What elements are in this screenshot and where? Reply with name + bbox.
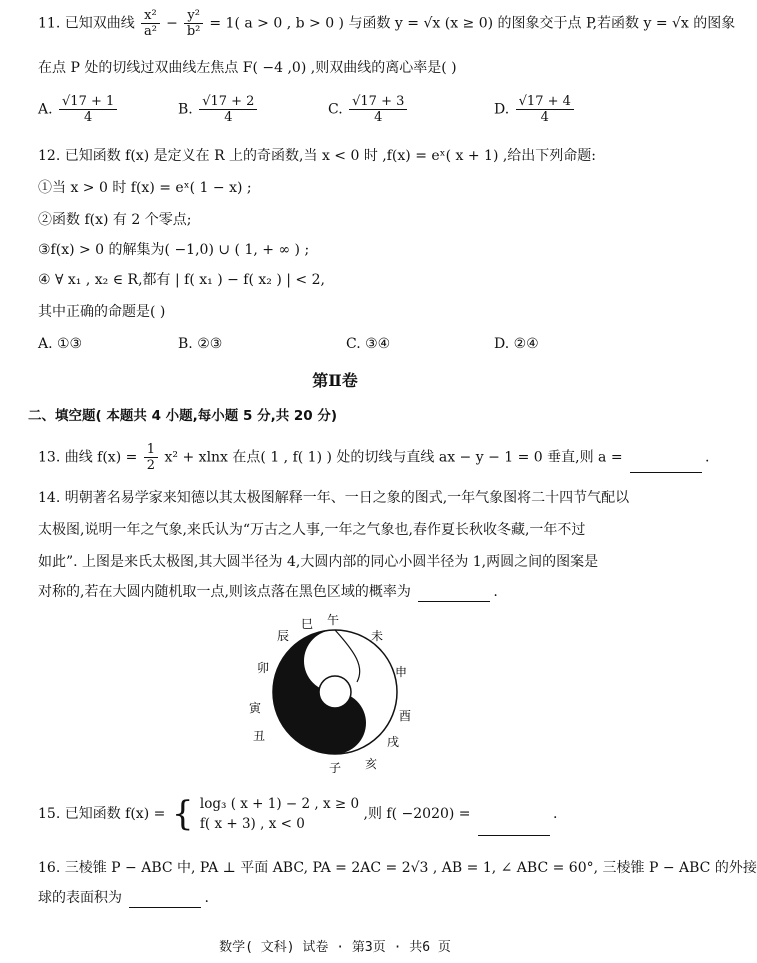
taiji-figure bbox=[230, 612, 440, 775]
q12-prompt: 其中正确的命题是( ) bbox=[38, 304, 166, 320]
q12-item-1: ①当 x > 0 时 f(x) = eˣ( 1 − x) ; bbox=[38, 180, 252, 196]
label-zi: 子 bbox=[328, 761, 342, 775]
label-hai: 亥 bbox=[364, 757, 378, 771]
q11-option-a[interactable]: A. $\frac{√17 + 1}{4}$ bbox=[38, 94, 119, 125]
q16-line1: 16. 三棱锥 P − ABC 中, PA ⊥ 平面 ABC, PA = 2AC = 2√3 , AB = 1, ∠ ABC = 60°, 三棱锥 P − ABC 的外接 bbox=[38, 860, 757, 876]
label-chou: 丑 bbox=[252, 729, 266, 743]
q14-answer-blank[interactable] bbox=[418, 587, 490, 602]
section-title: 二、填空题( 本题共 4 小题,每小题 5 分,共 20 分) bbox=[28, 408, 338, 424]
label-you: 酉 bbox=[398, 709, 412, 723]
label-si: 巳 bbox=[300, 617, 314, 631]
q15-brace: { bbox=[171, 794, 194, 834]
q14-line2: 太极图,说明一年之气象,来氏认为“万古之人事,一年之气象也,春作夏长秋收冬藏,一年不过 bbox=[38, 522, 586, 538]
q15-case-2: f( x + 3) , x < 0 bbox=[199, 816, 305, 832]
q11-text-a: 11. 已知双曲线 bbox=[38, 15, 135, 32]
q11-minus: − bbox=[166, 15, 178, 32]
label-wei: 未 bbox=[370, 629, 384, 643]
inner-circle bbox=[319, 676, 351, 708]
q15-cases bbox=[200, 794, 359, 834]
label-yin: 寅 bbox=[248, 701, 262, 715]
part-title: 第Ⅱ卷 bbox=[312, 371, 358, 390]
label-xu: 戌 bbox=[386, 735, 400, 749]
q11-frac-y: $\frac{\text{y²}}{\text{b²}}$ bbox=[184, 8, 203, 39]
q13-frac-half: $\frac{1}{2}$ bbox=[144, 442, 158, 473]
q16-line2: 球的表面积为 . bbox=[38, 890, 209, 906]
q11-option-d[interactable]: D. $\frac{√17 + 4}{4}$ bbox=[494, 94, 576, 125]
q12-option-a[interactable]: A. ①③ bbox=[38, 336, 83, 352]
q11-frac-x: $\frac{\text{x²}}{\text{a²}}$ bbox=[141, 8, 160, 39]
q12-item-4: ④ ∀ x₁ , x₂ ∈ R,都有 | f( x₁ ) − f( x₂ ) | < 2, bbox=[38, 272, 325, 288]
q13-line: 13. 曲线 f(x) = $\frac{1}{2}$ x² + xlnx 在点( 1 , f( 1) ) 处的切线与直线 ax − y − 1 = 0 垂直,则 a = . bbox=[38, 442, 710, 473]
q11-option-c[interactable]: C. $\frac{√17 + 3}{4}$ bbox=[328, 94, 409, 125]
q16-answer-blank[interactable] bbox=[129, 893, 201, 908]
label-wu: 午 bbox=[326, 613, 340, 627]
page-footer: 数学( 文科) 试卷 · 第3页 · 共6 页 bbox=[219, 940, 451, 955]
q12-option-c[interactable]: C. ③④ bbox=[346, 336, 391, 352]
q12-item-3: ③f(x) > 0 的解集为( −1,0) ∪ ( 1, + ∞ ) ; bbox=[38, 242, 310, 258]
q14-line4: 对称的,若在大圆内随机取一点,则该点落在黑色区域的概率为 . bbox=[38, 584, 498, 600]
label-chen: 辰 bbox=[276, 629, 290, 643]
q14-line3: 如此”. 上图是来氏太极图,其大圆半径为 4,大圆内部的同心小圆半径为 1,两圆之间的图案是 bbox=[38, 554, 599, 570]
q13-answer-blank[interactable] bbox=[630, 458, 702, 473]
q15-answer-blank[interactable] bbox=[478, 821, 550, 836]
q15-case-1: log₃ ( x + 1) − 2 , x ≥ 0 bbox=[199, 796, 360, 812]
q11-line1 bbox=[38, 8, 735, 39]
q11-line2: 在点 P 处的切线过双曲线左焦点 F( −4 ,0) ,则双曲线的离心率是( ) bbox=[38, 60, 457, 76]
label-mao: 卯 bbox=[256, 661, 270, 675]
q12-option-d[interactable]: D. ②④ bbox=[494, 336, 539, 352]
q12-item-2: ②函数 f(x) 有 2 个零点; bbox=[38, 212, 192, 228]
q12-option-b[interactable]: B. ②③ bbox=[178, 336, 223, 352]
q11-option-b[interactable]: B. $\frac{√17 + 2}{4}$ bbox=[178, 94, 259, 125]
q12-line1: 12. 已知函数 f(x) 是定义在 R 上的奇函数,当 x < 0 时 ,f(x) = eˣ( x + 1) ,给出下列命题: bbox=[38, 148, 597, 164]
label-shen: 申 bbox=[394, 665, 408, 679]
q15-line: 15. 已知函数 f(x) = { log₃ ( x + 1) − 2 , x ≥ 0 f( x + 3) , x < 0 ,则 f( −2020) = . bbox=[38, 794, 558, 834]
q14-line1: 14. 明朝著名易学家来知德以其太极图解释一年、一日之象的图式,一年气象图将二十四节气配以 bbox=[38, 490, 630, 506]
q11-text-b: = 1( a > 0 , b > 0 ) 与函数 y = √x (x ≥ 0) 的图象交于点 P,若函数 y = √x 的图象 bbox=[209, 15, 736, 32]
